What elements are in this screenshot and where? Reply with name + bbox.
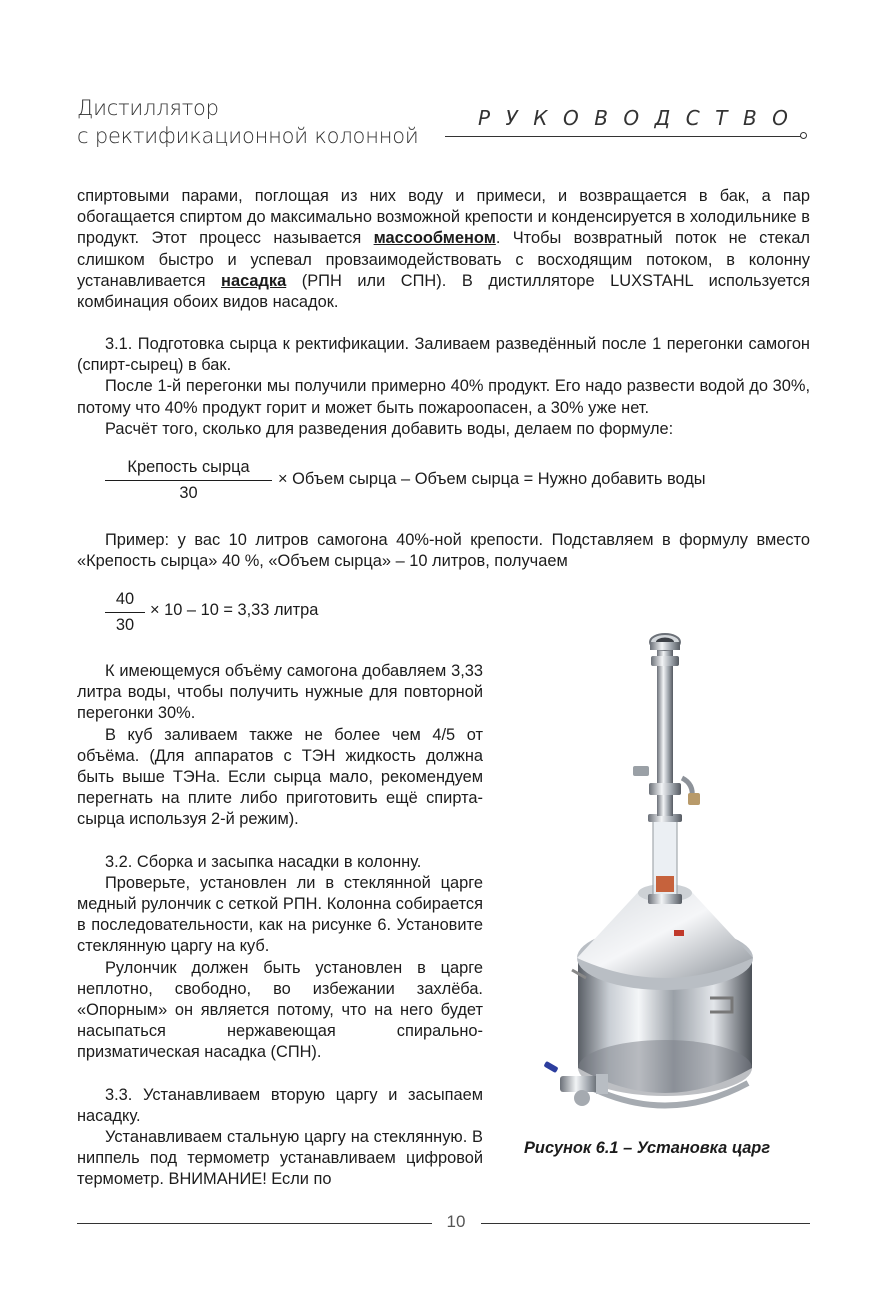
col-paragraph-1: К имеющемуся объёму самогона добавляем 3,33 литра воды, чтобы получить нужные для повторной перегонки 30%.	[77, 662, 483, 723]
section-label: РУКОВОДСТВО	[478, 106, 804, 130]
intro-text-2: . Чтобы возвратный поток не стекал слишком быстро и успевал провзаимодействовать с восходящим потоком, в колонну устанавливается	[77, 229, 810, 290]
s31-paragraph-3: Расчёт того, сколько для разведения добавить воды, делаем по формуле:	[105, 419, 674, 438]
footer-rule-left	[77, 1223, 432, 1224]
example-paragraph	[77, 530, 810, 572]
intro-text-1: спиртовыми парами, поглощая из них воду и примеси, и возвращается в бак, а пар обогащается спиртом до максимально возможной крепости и конденсируется в холодильнике в продукт. Этот процесс называется	[77, 187, 810, 248]
formula-rest: × Объем сырца – Объем сырца = Нужно добавить воды	[278, 470, 706, 488]
term-massoobmen: массообменом	[373, 229, 496, 248]
formula-numerator: Крепость сырца	[127, 458, 250, 476]
document-title	[77, 94, 419, 150]
section-3-1	[77, 334, 810, 440]
distiller-icon	[520, 628, 810, 1128]
col-paragraph-7: Устанавливаем стальную царгу на стеклянную. В ниппель под термометр устанавливаем цифровой термометр. ВНИМАНИЕ! Если по	[77, 1128, 483, 1189]
col-paragraph-5: Рулончик должен быть установлен в царге неплотно, свободно, во избежании захлёба. «Опорным» он является потому, что на него будет насыпаться нержавеющая спирально-призматическая насадка (СПН).	[77, 958, 483, 1062]
distiller-column-illustration	[520, 628, 810, 1128]
intro-text-3: (РПН или СПН). В дистилляторе LUXSTAHL используется комбинация обоих видов насадок.	[77, 271, 810, 312]
header-rule	[445, 136, 801, 137]
example-formula	[77, 590, 377, 640]
page-number: 10	[446, 1212, 466, 1231]
title-line-2: с ректификационной колонной	[77, 124, 419, 148]
header-rule-dot-icon	[800, 132, 807, 139]
example-denominator: 30	[115, 616, 135, 635]
col-paragraph-4: Проверьте, установлен ли в стеклянной царге медный рулончик с сеткой РПН. Колонна собирается в последовательности, как на рисунке 6. Установите стеклянную царгу на куб.	[77, 873, 483, 956]
example-text: Пример: у вас 10 литров самогона 40%-ной крепости. Подставляем в формулу вместо «Крепость сырца» 40 %, «Объем сырца» – 10 литров, получаем	[77, 531, 810, 571]
s32-heading: 3.2. Сборка и засыпка насадки в колонну.	[105, 852, 422, 871]
col-paragraph-2: В куб заливаем также не более чем 4/5 от объёма. (Для аппаратов с ТЭН жидкость должна быть выше ТЭНа. Если сырца мало, рекомендуем перегнать на плите либо приготовить ещё спирта-сырца используя 2-й режим).	[77, 725, 483, 829]
title-line-1: Дистиллятор	[77, 96, 219, 120]
s31-paragraph-2: После 1-й перегонки мы получили примерно 40% продукт. Его надо развести водой до 30%, потому что 40% продукт горит и может быть пожароопасен, а 30% уже нет.	[77, 377, 810, 417]
s33-heading: 3.3. Устанавливаем вторую царгу и засыпаем насадку.	[77, 1085, 483, 1125]
footer-rule-right	[481, 1223, 810, 1224]
column-text	[77, 661, 483, 1191]
formula-denominator: 30	[179, 484, 198, 503]
example-formula-rest: × 10 – 10 = 3,33 литра	[150, 601, 319, 619]
s31-paragraph-1: 3.1. Подготовка сырца к ректификации. Заливаем разведённый после 1 перегонки самогон (спирт-сырец) в бак.	[77, 335, 810, 375]
intro-paragraph	[77, 186, 810, 313]
figure-caption: Рисунок 6.1 – Установка царг	[524, 1139, 771, 1157]
example-numerator: 40	[115, 590, 135, 608]
term-nasadka: насадка	[221, 271, 287, 290]
dilution-formula	[77, 458, 810, 508]
